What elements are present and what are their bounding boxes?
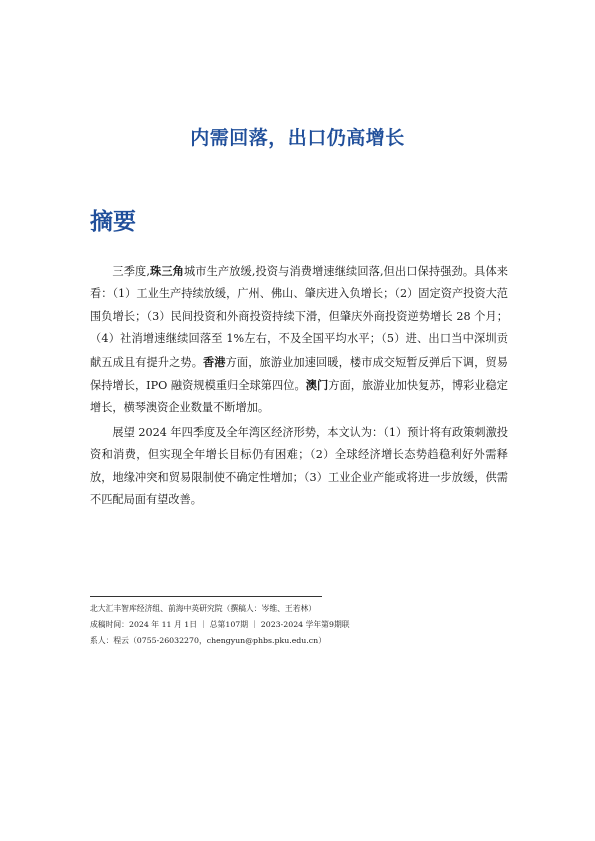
abstract-body	[90, 260, 508, 513]
abstract-paragraph-1	[90, 260, 508, 420]
footer-authors: 北大汇丰智库经济组、前海中英研究院（撰稿人：岑维、王若林）	[90, 604, 317, 613]
keyword-macau: 澳门	[305, 378, 329, 393]
footer-contact: 系人：程云（0755-26032270，chengyun@phbs.pku.edu.cn）	[90, 636, 326, 645]
text-span: 三季度,	[112, 265, 150, 278]
text-span: 方面，旅游业加快复苏，博彩业稳定增长，横琴澳资企业数量不断增加。	[90, 379, 508, 415]
text-span: 方面，旅游业加速回暖，楼市成交短暂反弹后下调，贸易保持增长，IPO 融资规模重归全球第四位。	[90, 355, 508, 393]
footer-divider	[90, 596, 322, 597]
footer-info	[90, 601, 510, 649]
abstract-paragraph-2: 展望 2024 年四季度及全年湾区经济形势，本文认为：（1）预计将有政策刺激投资和消费，但实现全年增长目标仍有困难；（2）全球经济增长态势趋稳利好外需释放，地缘冲突和贸易限制使不确定性增加；（3）工业企业产能或将进一步放缓，供需不匹配局面有望改善。	[90, 425, 508, 507]
footer-date-issue: 成稿时间：2024 年 11 月 1日 ｜ 总第107期 ｜ 2023-2024 学年第9期联	[90, 620, 350, 629]
keyword-hong-kong: 香港	[203, 354, 226, 369]
keyword-pearl-river-delta: 珠三角	[149, 264, 184, 278]
text-span: 城市生产放缓,投资与消费增速继续回落,但出口保持强劲。具体来看：（1）工业生产持续放缓，广州、佛山、肇庆进入负增长；（2）固定资产投资大范围负增长；（3）民间投资和外商投资持续下滑，但肇庆外商投资逆势增长 28 个月；（4）社消增速继续回落至 1%左右，不及全国平均水平；（5）进、出口当中深圳贡献五成且有提升之势。	[90, 265, 508, 369]
report-title: 内需回落，出口仍高增长	[190, 127, 405, 149]
abstract-heading: 摘要	[90, 209, 136, 235]
